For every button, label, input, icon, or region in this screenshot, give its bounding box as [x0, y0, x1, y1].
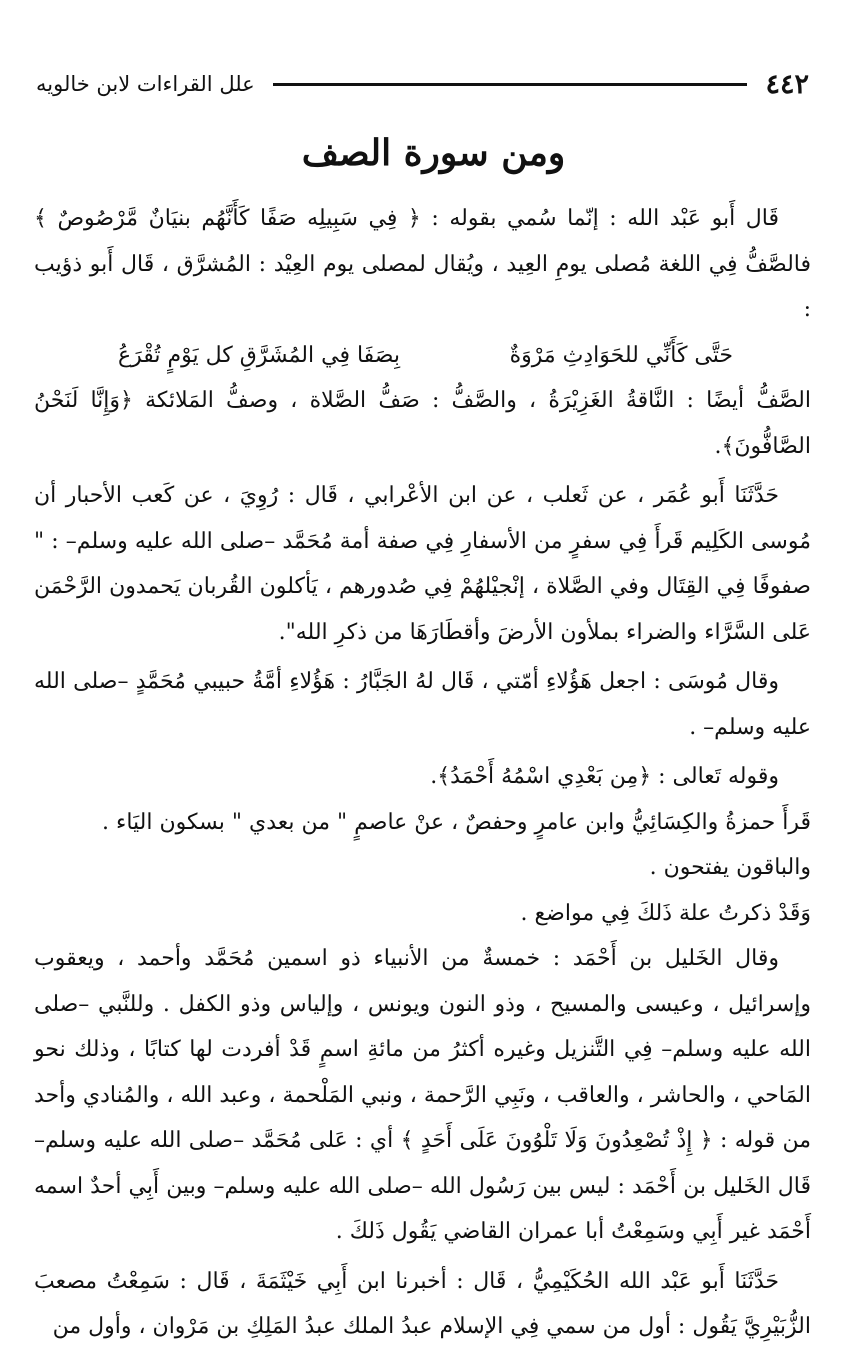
main-text	[34, 196, 811, 1350]
header-rule	[273, 83, 748, 86]
paragraph: الصَّفُّ أيضًا : النَّاقةُ الغَزِيْرَةُ ، والصَّفُّ : صَفُّ الصَّلاة ، وصفُّ المَلائكة ﴿وَإِنَّا لَنَحْنُ الصَّافُّونَ﴾.	[34, 388, 811, 459]
running-header	[36, 64, 809, 104]
paragraph: قَال أَبو عَبْد الله : إنّما سُمي بقوله : ﴿ فِي سَبِيلِه صَفًا كَأَنَّهُم بنيَانٌ مَّرْصُوصٌ ﴾ فالصَّفُّ فِي اللغة مُصلى يومِ العِيد ، ويُقال لمصلى يوم العِيْد : المُشرَّق ، قَال أَبو ذؤيب :	[34, 206, 811, 322]
page-number: ٤٤٢	[765, 68, 809, 100]
paragraph: والباقون يفتحون .	[649, 855, 811, 880]
paragraph: حَدَّثَنَا أَبو عَبْد الله الحُكَيْمِيُّ ، قَال : أخبرنا ابن أَبِي خَيْثَمَةَ ، قَال : سَمِعْتُ مصعبَ الزُّبَيْرِيَّ يَقُول : أول من سمي فِي الإسلام عبدُ الملك عبدُ المَلِكِ بن مَرْوان ، وأول من	[34, 1268, 811, 1339]
paragraph: قَرأَ حمزةُ والكِسَائِيُّ وابن عامرٍ وحفصٌ ، عنْ عاصمٍ " من بعدي " بسكون اليَاء .	[101, 809, 811, 835]
verse-second-hemistich: بِصَفَا فِي المُشَرَّقِ كل يَوْمٍ تُقْرَعُ	[118, 342, 400, 368]
paragraph: وقال مُوسَى : اجعل هَؤُلاءِ أمّتي ، قَال لهُ الجَبَّارُ : هَؤُلاءِ أمَّةُ حبيبي مُحَمَّدٍ –صلى الله عليه وسلم– .	[34, 669, 811, 740]
book-title: علل القراءات لابن خالويه	[36, 72, 255, 96]
paragraph: وَقَدْ ذكرتُ علة ذَلكَ فِي مواضع .	[520, 900, 811, 926]
poetry-verse	[34, 333, 811, 379]
paragraph: حَدَّثَنَا أَبو عُمَر ، عن ثَعلب ، عن ابن الأعْرابي ، قَال : رُوِيَ ، عن كَعب الأحبار أن مُوسى الكَلِيم قَرأَ فِي سفرٍ من الأسفارِ فِي صفة أمة مُحَمَّد –صلى الله عليه وسلم– : " صفوفًا فِي القِتَال وفي الصَّلاة ، إنْجيْلهُمْ فِي صُدورهم ، يَأكلون القُربان يَحمدون الرَّحْمَن عَلى السَّرَّاء والضراء بملأون الأرضَ وأقطَارَهَا من ذكرِ الله".	[34, 483, 811, 645]
paragraph: وقال الخَليل بن أَحْمَد : خمسةٌ من الأنبياء ذو اسمين مُحَمَّد وأحمد ، ويعقوب وإسرائيل ، وعيسى والمسيح ، وذو النون ويونس ، وإلياس وذو الكفل . وللنَّبي –صلى الله عليه وسلم– فِي التَّنزيل وغيره أكثرُ من مائةِ اسمٍ قَدْ أفردت لها كتابًا ، وذلك نحو المَاحي ، والحاشر ، والعاقب ، ونَبِي الرَّحمة ، ونبي المَلْحمة ، وعبد الله ، والمُنادي وأحد من قوله : ﴿ إِذْ تُصْعِدُونَ وَلَا تَلْوُونَ عَلَى أَحَدٍ ﴾ أي : عَلى مُحَمَّد –صلى الله عليه وسلم– قَال الخَليل بن أَحْمَد : ليس بين رَسُول الله –صلى الله عليه وسلم– وبين أَبِي أحدٌ اسمه أَحْمَد غير أَبِي وسَمِعْتُ أبا عمران القاضي يَقُول ذَلكَ .	[34, 946, 811, 1244]
paragraph: وقوله تَعالى : ﴿مِن بَعْدِي اسْمُهُ أَحْمَدُ﴾.	[430, 764, 779, 789]
surah-title: ومن سورة الصف	[301, 132, 566, 174]
verse-first-hemistich: حَتَّى كَأَنِّي للحَوَادِثِ مَرْوَةٌ	[509, 342, 733, 368]
